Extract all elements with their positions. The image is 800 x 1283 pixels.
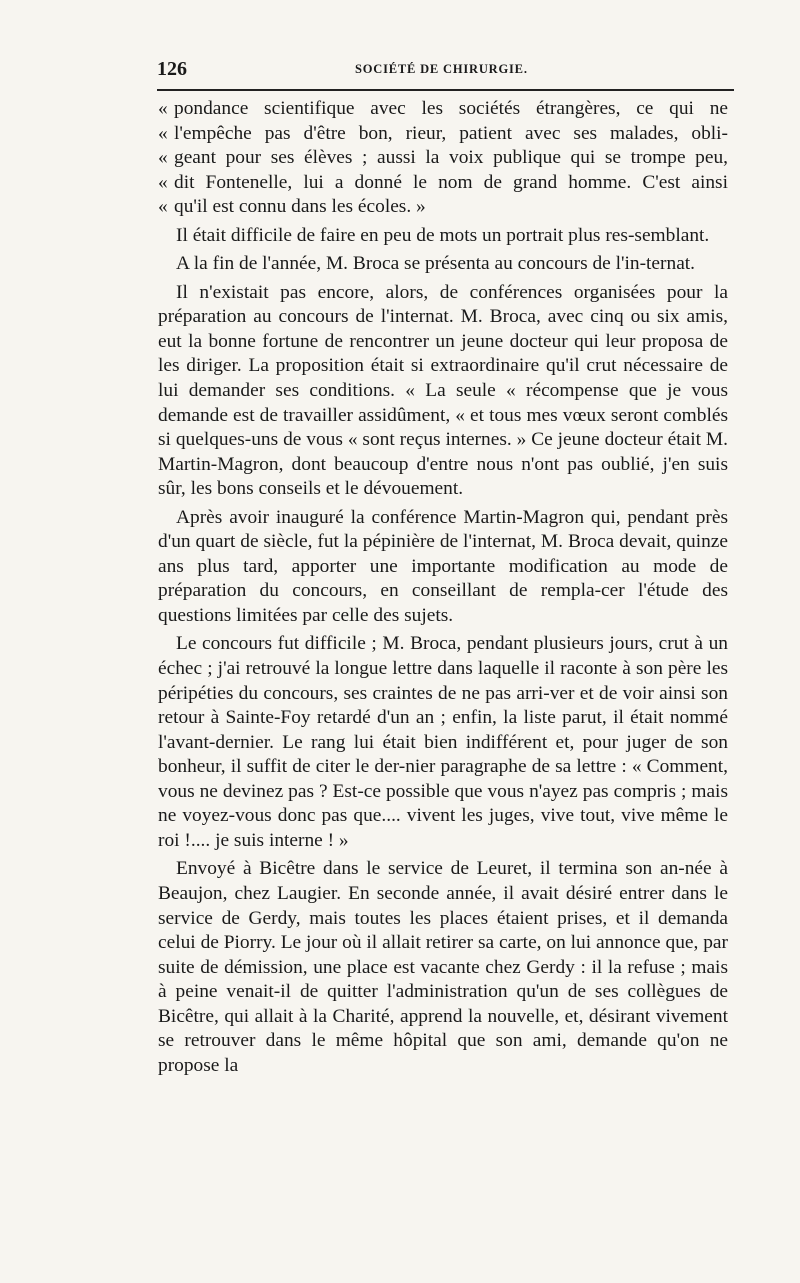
guillemet: « — [158, 171, 168, 193]
paragraph: Envoyé à Bicêtre dans le service de Leuret, il termina son an-née à Beaujon, chez Laugier. En seconde année, il avait désiré entrer dans le service de Gerdy, mais toutes les places étaient prises, et il demanda celui de Piorry. Le jour où il allait retirer sa carte, on lui annonce que, par suite de démission, une place est vacante chez Gerdy : il la refuse ; mais à peine venait-il de quitter l'administration qu'un de ses collègues de Bicêtre, qui allait à la Charité, apprend la nouvelle, et, désirant vivement se retrouver dans le même hôpital que son ami, demande qu'on ne propose la — [158, 858, 728, 1076]
paragraph: Il n'existait pas encore, alors, de conférences organisées pour la préparation au concours de l'internat. M. Broca, avec cinq ou six amis, eut la bonne fortune de rencontrer un jeune docteur qui leur proposa de les diriger. La proposition était si extraordinaire qu'il crut nécessaire de lui demander ses conditions. « La seule « récompense que je vous demande est de travailler assidûment, « et tous mes vœux seront comblés si quelques-uns de vous « sont reçus internes. » Ce jeune docteur était M. Martin-Magron, dont beaucoup d'entre nous n'ont pas oublié, j'en suis sûr, les bons conseils et le dévouement. — [158, 281, 728, 500]
guillemet: « — [158, 122, 168, 144]
quote-line: « qu'il est connu dans les écoles. » — [158, 195, 728, 220]
paragraph: A la fin de l'année, M. Broca se présenta au concours de l'in-ternat. — [176, 253, 696, 275]
paragraph: Il était difficile de faire en peu de mots un portrait plus res-semblant. — [176, 224, 710, 246]
guillemet: « — [158, 147, 168, 169]
quote-line: « dit Fontenelle, lui a donné le nom de grand homme. C'est ainsi — [158, 171, 728, 196]
paragraph: Après avoir inauguré la conférence Martin-Magron qui, pendant près d'un quart de siècle, fut la pépinière de l'internat, M. Broca devait, quinze ans plus tard, apporter une importante modification au mode de préparation du concours, en conseillant de rempla-cer l'étude des questions limitées par celle des sujets. — [158, 506, 728, 626]
paragraph: Le concours fut difficile ; M. Broca, pendant plusieurs jours, crut à un échec ; j'ai retrouvé la longue lettre dans laquelle il raconte à son père les péripéties du concours, ses craintes de ne pas arri-ver et de voir ainsi son retour à Sainte-Foy retardé d'un an ; enfin, la liste parut, il était nommé l'avant-dernier. Le rang lui était bien indifférent et, pour juger de son bonheur, il suffit de citer le der-nier paragraphe de sa lettre : « Comment, vous ne devinez pas ? Est-ce possible que vous n'ayez pas compris ; mais ne voyez-vous donc pas que.... vivent les juges, vive tout, vive même le roi !.... je suis interne ! » — [158, 633, 728, 851]
guillemet: « — [158, 196, 168, 218]
page-number: 126 — [157, 58, 187, 80]
page-header — [157, 58, 734, 82]
header-rule — [157, 89, 734, 91]
quote-continuation — [158, 97, 728, 220]
running-title: SOCIÉTÉ DE CHIRURGIE. — [355, 62, 528, 76]
quote-line: « geant pour ses élèves ; aussi la voix publique qui se trompe peu, — [158, 146, 728, 171]
body-text — [158, 97, 728, 1078]
quote-line: « pondance scientifique avec les sociétés étrangères, ce qui ne — [158, 97, 728, 122]
quote-line: « l'empêche pas d'être bon, rieur, patient avec ses malades, obli- — [158, 122, 728, 147]
guillemet: « — [158, 98, 168, 119]
